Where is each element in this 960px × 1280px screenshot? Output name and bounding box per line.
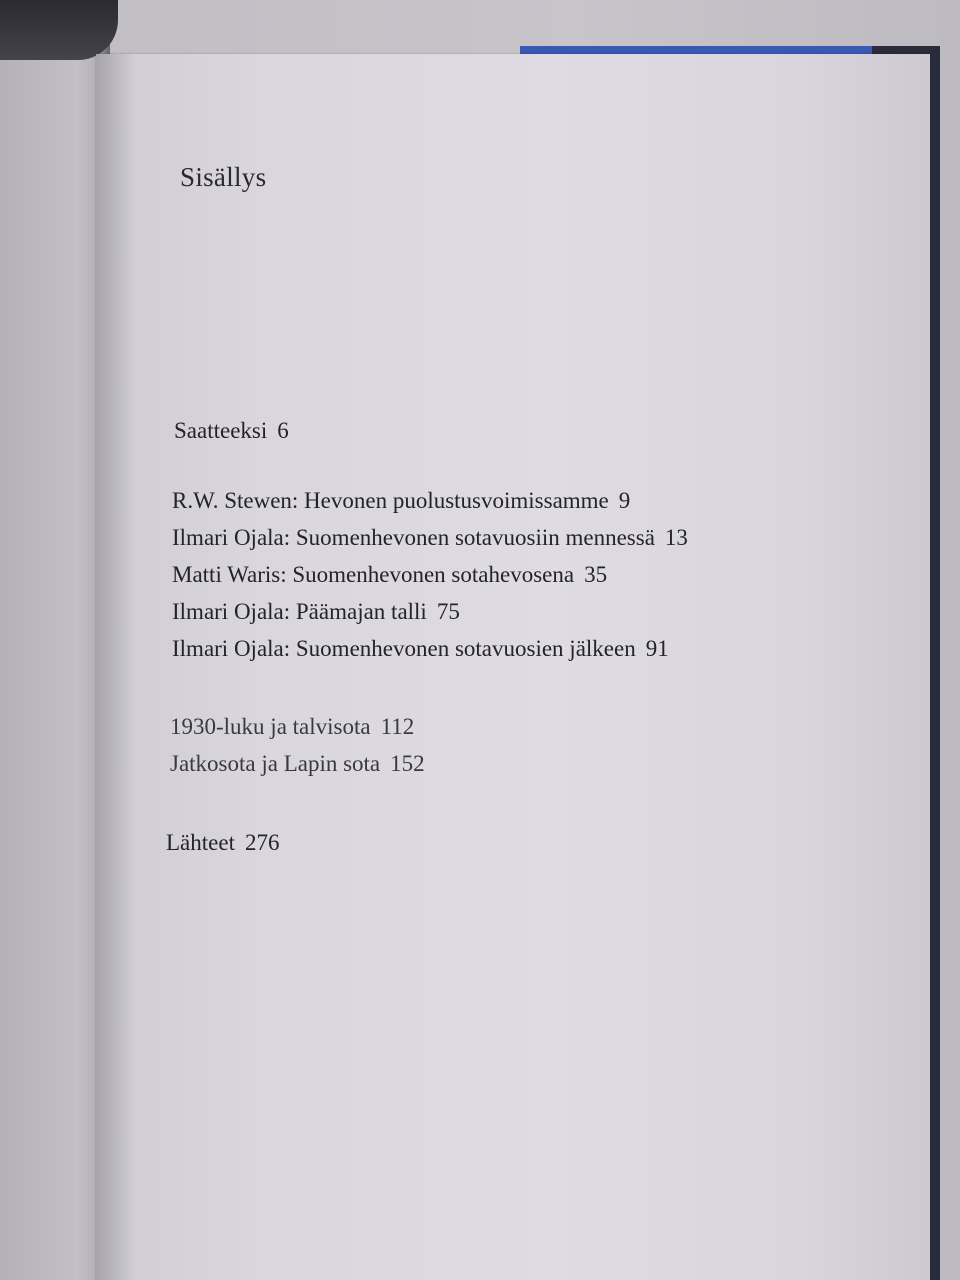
toc-entry-title: Ilmari Ojala: Suomenhevonen sotavuosiin mennessä	[172, 525, 655, 550]
toc-entry-title: Saatteeksi	[174, 418, 268, 443]
toc-entry-title: R.W. Stewen: Hevonen puolustusvoimissamme	[172, 488, 609, 513]
toc-group-articles	[172, 482, 688, 667]
toc-entry	[170, 745, 425, 782]
toc-entry	[172, 482, 688, 519]
toc-entry	[172, 593, 688, 630]
toc-entry	[172, 630, 688, 667]
toc-entry-page: 6	[277, 418, 289, 443]
toc-entry-page: 35	[584, 562, 608, 587]
toc-entry-page: 276	[244, 830, 280, 855]
toc-group-photos	[170, 708, 425, 782]
toc-entry	[174, 412, 289, 449]
toc-group-intro	[174, 412, 289, 449]
toc-entry-page: 91	[645, 636, 669, 661]
left-page-edge	[0, 0, 110, 1280]
book-cover-corner	[0, 0, 118, 60]
toc-entry-page: 152	[390, 751, 425, 776]
toc-entry-page: 13	[664, 525, 688, 550]
book-page	[96, 54, 930, 1280]
toc-entry-title: Jatkosota ja Lapin sota	[170, 751, 381, 776]
toc-entry-title: Matti Waris: Suomenhevonen sotahevosena	[172, 562, 575, 587]
toc-entry-title: Lähteet	[166, 830, 235, 855]
toc-entry-title: Ilmari Ojala: Suomenhevonen sotavuosien jälkeen	[172, 636, 636, 661]
toc-entry	[172, 556, 688, 593]
toc-group-sources	[166, 824, 279, 861]
page-title: Sisällys	[180, 162, 267, 192]
toc-entry-page: 9	[618, 488, 631, 513]
toc-entry-page: 75	[436, 599, 460, 624]
toc-entry-title: Ilmari Ojala: Päämajan talli	[172, 599, 427, 624]
toc-entry	[170, 708, 425, 745]
toc-entry	[172, 519, 688, 556]
toc-entry-page: 112	[380, 714, 415, 739]
toc-entry	[166, 824, 279, 861]
toc-entry-title: 1930-luku ja talvisota	[170, 714, 371, 739]
